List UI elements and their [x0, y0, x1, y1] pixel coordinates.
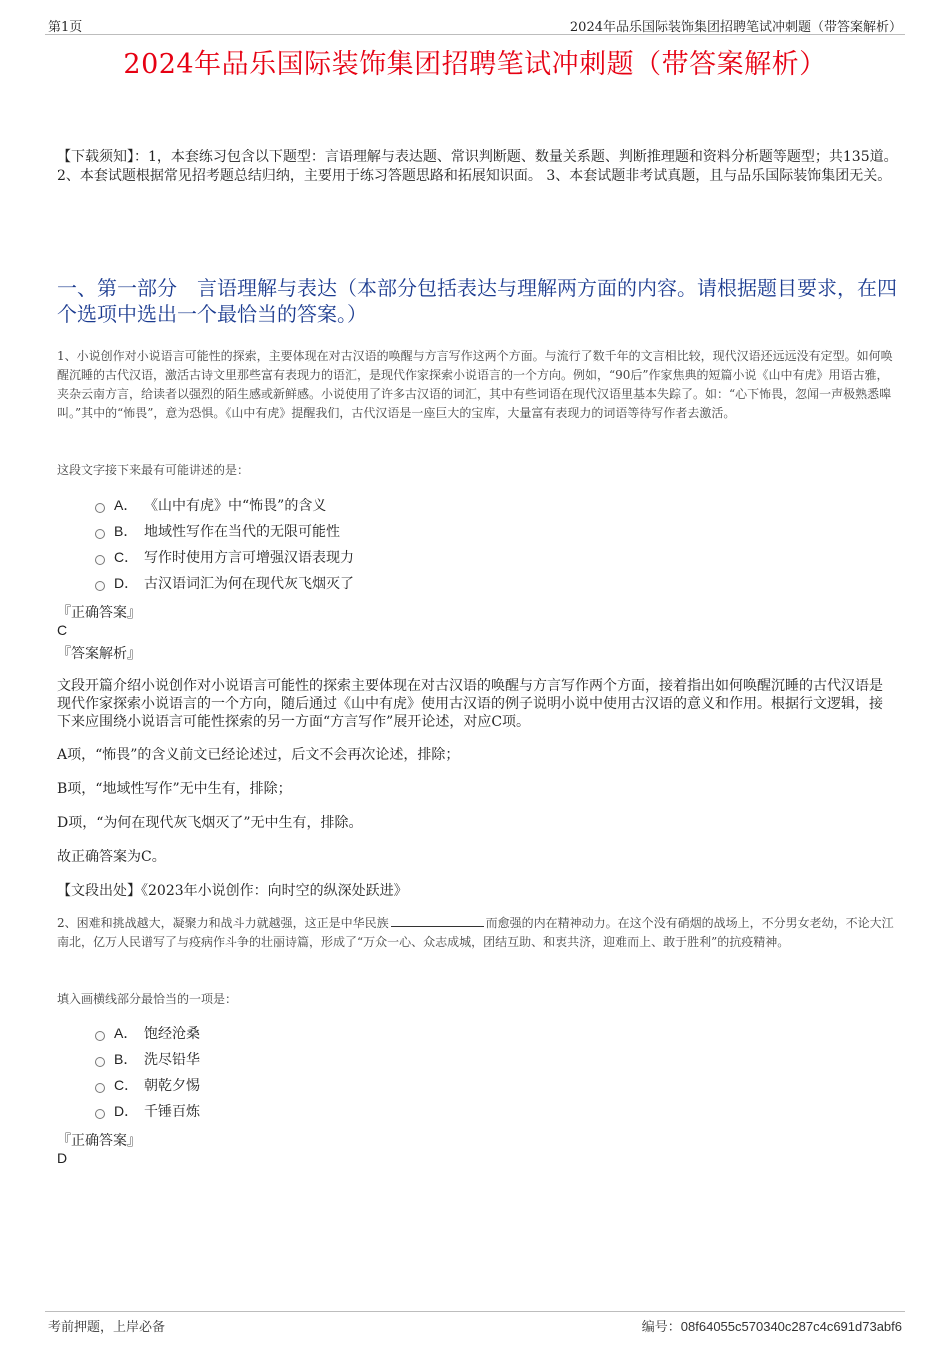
- fill-blank: [391, 914, 484, 927]
- question-1-text: 1、小说创作对小说语言可能性的探索，主要体现在对古汉语的唤醒与方言写作这两个方面。与流行了数千年的文言相比较，现代汉语还远远没有定型。如何唤醒沉睡的古代汉语，激活古诗文里那些富有表现力的语汇，是现代作家探索小说语言的一个方向。例如，“90后”作家焦典的短篇小说《山中有虎》用语古雅，夹杂云南方言，给读者以强烈的陌生感或新鲜感。小说使用了许多古汉语的词汇，其中有些词语在现代汉语里基本失踪了。如：“心下怖畏，忽闻一声极熟悉嗥叫。”其中的“怖畏”，意为恐惧。《山中有虎》提醒我们，古代汉语是一座巨大的宝库，大量富有表现力的词语等待写作者去激活。: [57, 349, 893, 420]
- question-2-answer-label: 『正确答案』: [57, 1133, 141, 1149]
- question-1-analysis-conclusion: 故正确答案为C。: [57, 849, 166, 865]
- question-1-option-c[interactable]: C． 写作时使用方言可增强汉语表现力: [95, 544, 354, 570]
- question-1-analysis-a: A项，“怖畏”的含义前文已经论述过，后文不会再次论述，排除；: [57, 747, 460, 763]
- question-2-option-c[interactable]: C． 朝乾夕惕: [95, 1072, 200, 1098]
- question-1-answer-label: 『正确答案』: [57, 605, 141, 621]
- question-1-option-a[interactable]: A． 《山中有虎》中“怖畏”的含义: [95, 492, 354, 518]
- question-2-answer: D: [57, 1150, 68, 1166]
- question-1-analysis-b: B项，“地域性写作”无中生有，排除；: [57, 781, 292, 797]
- question-1-prompt: 这段文字接下来最有可能讲述的是：: [57, 463, 250, 477]
- question-2-option-b[interactable]: B． 洗尽铅华: [95, 1046, 200, 1072]
- page-footer: [45, 1311, 905, 1334]
- download-notice: 【下载须知】：1，本套练习包含以下题型：言语理解与表达题、常识判断题、数量关系题、判断推理题和资料分析题等题型；共135道。 2、本套试题根据常见招考题总结归纳，主要用于练习答题思路和拓展知识面。 3、本套试题非考试真题，且与品乐国际装饰集团无关。: [57, 149, 898, 184]
- radio-icon[interactable]: [95, 1057, 105, 1067]
- radio-icon[interactable]: [95, 555, 105, 565]
- question-1-source: 【文段出处】《2023年小说创作：向时空的纵深处跃进》: [57, 883, 408, 899]
- question-1-analysis-main: 文段开篇介绍小说创作对小说语言可能性的探索主要体现在对古汉语的唤醒与方言写作两个方面，接着指出如何唤醒沉睡的古代汉语是现代作家探索小说语言的一个方向，随后通过《山中有虎》使用古汉语的例子说明小说中使用古汉语的意义和作用。根据行文逻辑，接下来应围绕小说语言可能性探索的另一方面“方言写作”展开论述，对应C项。: [57, 678, 883, 730]
- document-title: 2024年品乐国际装饰集团招聘笔试冲刺题（带答案解析）: [123, 49, 827, 80]
- page-number: 第1页: [48, 20, 83, 35]
- radio-icon[interactable]: [95, 503, 105, 513]
- question-1-option-d[interactable]: D． 古汉语词汇为何在现代灰飞烟灭了: [95, 570, 354, 596]
- question-2-options: [95, 1020, 200, 1124]
- section-title: 一、第一部分 言语理解与表达（本部分包括表达与理解两方面的内容。请根据题目要求，在四个选项中选出一个最恰当的答案。）: [57, 276, 897, 326]
- question-2-option-a[interactable]: A． 饱经沧桑: [95, 1020, 200, 1046]
- question-1-option-b[interactable]: B． 地域性写作在当代的无限可能性: [95, 518, 354, 544]
- question-1-options: [95, 492, 354, 596]
- radio-icon[interactable]: [95, 1109, 105, 1119]
- question-2-text: 2、困难和挑战越大，凝聚力和战斗力就越强，这正是中华民族 而愈强的内在精神动力。在这个没有硝烟的战场上，不分男女老幼，不论大江南北，亿万人民谱写了与疫病作斗争的壮丽诗篇，形成了“万众一心、众志成城，团结互助、和衷共济，迎难而上、敢于胜利”的抗疫精神。: [57, 916, 894, 949]
- question-2-prompt: 填入画横线部分最恰当的一项是：: [57, 992, 238, 1006]
- page-header: [45, 14, 905, 35]
- footer-slogan: 考前押题，上岸必备: [48, 1320, 166, 1335]
- radio-icon[interactable]: [95, 529, 105, 539]
- radio-icon[interactable]: [95, 1083, 105, 1093]
- radio-icon[interactable]: [95, 581, 105, 591]
- question-2-option-d[interactable]: D． 千锤百炼: [95, 1098, 200, 1124]
- header-doc-title: 2024年品乐国际装饰集团招聘笔试冲刺题（带答案解析）: [569, 20, 902, 35]
- question-1-analysis-label: 『答案解析』: [57, 646, 141, 662]
- radio-icon[interactable]: [95, 1031, 105, 1041]
- question-1-answer: C: [57, 622, 68, 638]
- footer-code: 编号：08f64055c570340c287c4c691d73abf6: [641, 1319, 902, 1335]
- question-1-analysis-d: D项，“为何在现代灰飞烟灭了”无中生有，排除。: [57, 815, 363, 831]
